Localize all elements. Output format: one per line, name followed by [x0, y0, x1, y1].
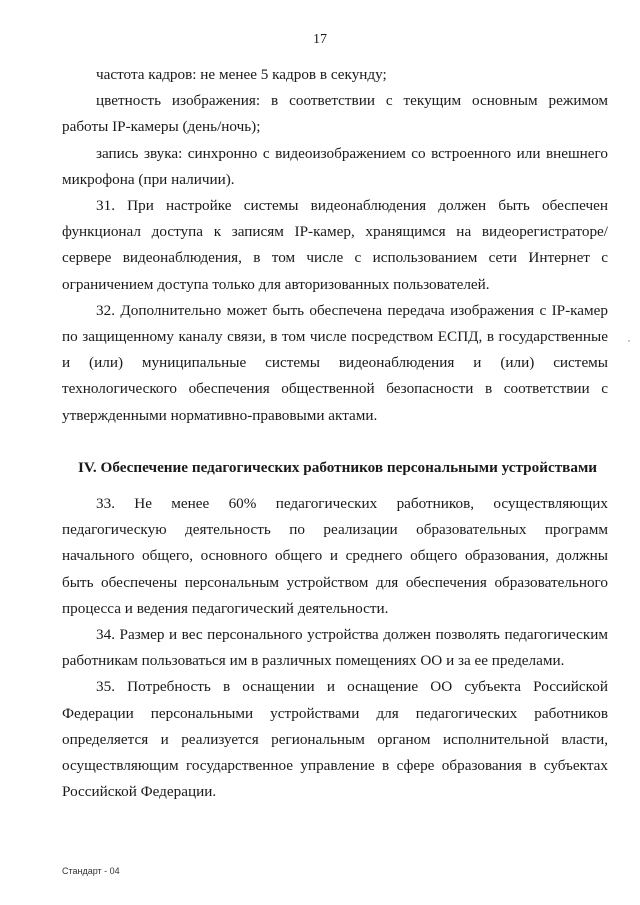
paragraph-33: 33. Не менее 60% педагогических работников, осуществляющих педагогическую деятельность по реализации образовательных программ начального общего, основного общего и среднего общего образования, должны быть обеспечены персональным устройством для обеспечения образовательного процесса и ведения педагогический деятельности. — [62, 495, 608, 617]
paragraph-35: 35. Потребность в оснащении и оснащение ОО субъекта Российской Федерации персональными устройствами для педагогических работников определяется и реализуется региональным органом исполнительной власти, осуществляющим государственное управление в сфере образования в субъектах Российской Федерации. — [62, 678, 608, 801]
paragraph-34: 34. Размер и вес персонального устройства должен позволять педагогическим работникам пользоваться им в различных помещениях ОО и за ее пределами. — [62, 626, 608, 670]
list-line-color-mode: цветность изображения: в соответствии с текущим основным режимом работы IP-камеры (день/ночь); — [62, 92, 608, 136]
paragraph-32: 32. Дополнительно может быть обеспечена передача изображения с IP-камер по защищенному каналу связи, в том числе посредством ЕСПД, в государственные и (или) муниципальные системы видеонаблюдения и (или) системы технологического обеспечения общественной безопасности в соответствии с утвержденными нормативно-правовыми актами. — [62, 301, 608, 424]
document-body — [62, 62, 608, 805]
section-heading: IV. Обеспечение педагогических работников персональными устройствами — [78, 458, 598, 476]
page-footer: Стандарт - 04 — [62, 866, 120, 876]
paragraph-31: 31. При настройке системы видеонаблюдения должен быть обеспечен функционал доступа к записям IP-камер, хранящимся на видеорегистраторе/сервере видеонаблюдения, в том числе с использованием сети Интернет с ограничением доступа только для авторизованных пользователей. — [62, 197, 608, 293]
list-line-audio: запись звука: синхронно с видеоизображением со встроенного или внешнего микрофона (при наличии). — [62, 144, 608, 188]
list-line-frame-rate: частота кадров: не менее 5 кадров в секунду; — [96, 66, 387, 83]
page-number: 17 — [313, 32, 327, 47]
scan-speck — [628, 340, 630, 342]
